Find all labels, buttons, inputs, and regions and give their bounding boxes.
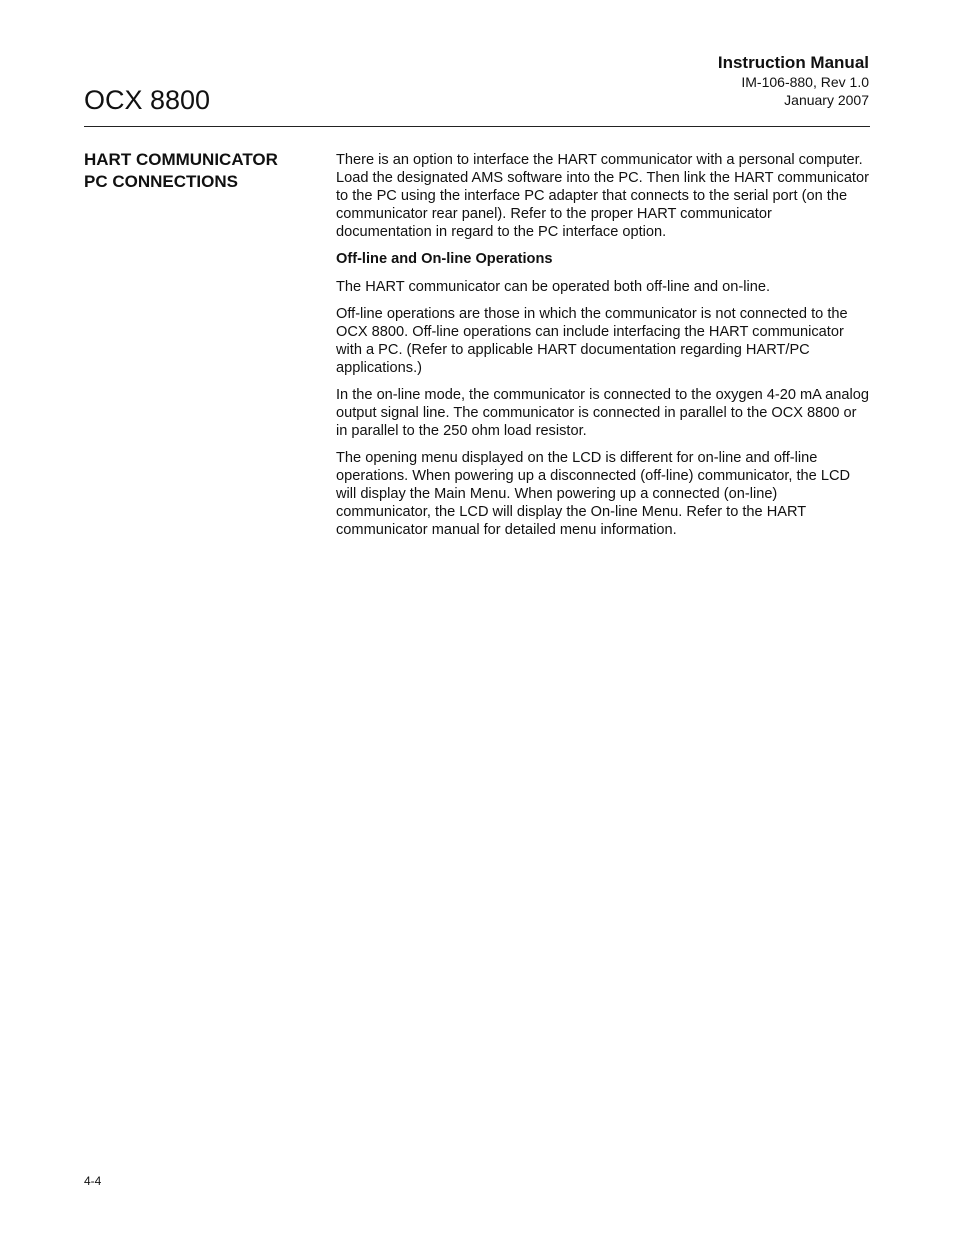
document-id: IM-106-880, Rev 1.0	[741, 74, 869, 90]
section-heading	[84, 149, 324, 193]
page-number: 4-4	[84, 1174, 102, 1188]
document-info	[718, 52, 869, 109]
body-paragraph: The HART communicator can be operated both off-line and on-line.	[336, 279, 771, 295]
section-heading-line1: HART COMMUNICATOR	[84, 150, 278, 169]
header-divider	[84, 126, 870, 127]
subheading: Off-line and On-line Operations	[336, 251, 553, 267]
body-paragraph: In the on-line mode, the communicator is connected to the oxygen 4-20 mA analog output signal line. The communicator is connected in parallel to the OCX 8800 or in parallel to the 250 ohm load resistor.	[336, 387, 869, 439]
manual-label: Instruction Manual	[717, 53, 869, 72]
body-paragraph: The opening menu displayed on the LCD is different for on-line and off-line operations. When powering up a disconnected (off-line) communicator, the LCD will display the Main Menu. When powering up a connected (on-line) communicator, the LCD will display the On-line Menu. Refer to the HART communicator manual for detailed menu information.	[336, 450, 851, 538]
document-date: January 2007	[784, 92, 869, 108]
section-heading-line2: PC CONNECTIONS	[84, 172, 238, 191]
body-paragraph: Off-line operations are those in which the communicator is not connected to the OCX 8800. Off-line operations can include interfacing the HART communicator with a PC. (Refer to applicable HART documentation regarding HART/PC applications.)	[336, 306, 848, 376]
section-body	[336, 151, 870, 548]
intro-paragraph: There is an option to interface the HART communicator with a personal computer. Load the designated AMS software into the PC. Then link the HART communicator to the PC using the interface PC adapter that connects to the serial port (on the communicator rear panel). Refer to the proper HART communicator documentation in regard to the PC interface option.	[336, 152, 869, 240]
page-title: OCX 8800	[84, 85, 211, 115]
